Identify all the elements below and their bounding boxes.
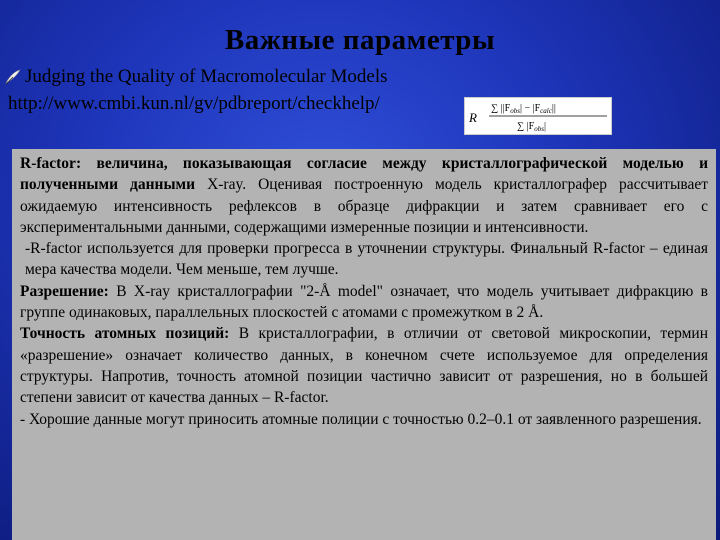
formula-lhs: R (469, 110, 477, 125)
paragraph-r-factor-usage: -R-factor используется для проверки прогресса в уточнении структуры. Финальный R-factor – единая мера качества модели. Чем меньше, тем лучше. (25, 240, 708, 279)
atomic-precision-description: В кристаллографии, в отличии от световой микроскопии, термин «разрешение» означает количество данных, в конечном счете используемое для определения структуры. Напротив, точность атомной позиции частично зависит от разрешения, но в большей степени зависит от качества данных – R-factor. (20, 325, 708, 407)
r-factor-description: X-ray. Оценивая построенную модель кристаллографер рассчитывает ожидаемую интенсивность рефлексов в образце дифракции и затем сравнивает его с экспериментальными данными, содержащими измеренные позиции и интенсивности. (20, 176, 708, 236)
formula-denominator: ∑ $|F_{obs}|$ (517, 121, 546, 133)
bullet-item (4, 66, 388, 88)
term-resolution: Разрешение: (20, 282, 109, 300)
paragraph-r-factor (16, 153, 712, 238)
bullet-text: Judging the Quality of Macromolecular Models (25, 66, 388, 87)
paragraph-resolution (16, 281, 712, 324)
paragraph-good-data: - Хорошие данные могут приносить атомные полиции с точностью 0.2–0.1 от заявленного разрешения. (20, 410, 702, 428)
reference-url[interactable]: http://www.cmbi.kun.nl/gv/pdbreport/checkhelp/ (8, 93, 380, 114)
slide-title: Важные параметры (224, 24, 496, 56)
formula-numerator: ∑ $||F_{obs}| - |F_{calc}||$ (491, 103, 556, 115)
quill-bullet-icon (4, 68, 22, 86)
content-panel (12, 149, 716, 540)
r-factor-formula (464, 97, 612, 135)
term-r-factor: R-factor: (20, 155, 82, 172)
term-atomic-precision: Точность атомных позиций: (20, 325, 230, 343)
resolution-description: В X-ray кристаллографии "2-Å model" означает, что модель учитывает дифракцию в группе одинаковых, параллельных плоскостей с атомами с промежутком в 2 Å. (20, 282, 708, 322)
r-factor-definition: величина, показывающая согласие между кристаллографической моделью и полученными данными (20, 155, 708, 194)
paragraph-atomic-precision (16, 323, 712, 408)
